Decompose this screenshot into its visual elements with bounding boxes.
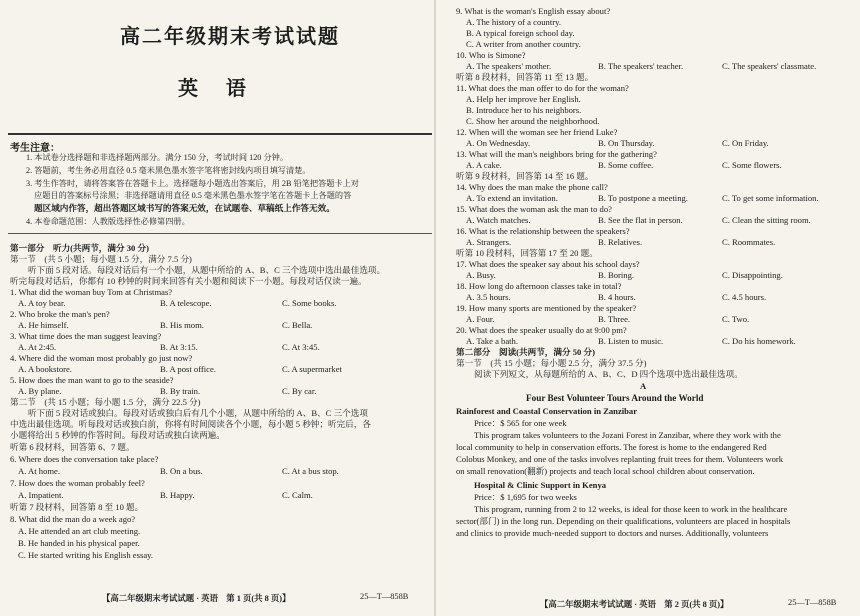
question-stem: 7. How does the woman probably feel? — [10, 478, 145, 488]
option-c: C. Two. — [722, 314, 750, 324]
tour-price: Price：$ 565 for one week — [474, 418, 567, 428]
material-note: 听第 7 段材料，回答第 8 至 10 题。 — [10, 502, 144, 512]
option-b: B. He handed in his physical paper. — [18, 538, 140, 548]
question-stem: 3. What time does the man suggest leaving? — [10, 331, 162, 341]
option-a: A. Impatient. — [18, 490, 64, 500]
exam-title: 高二年级期末考试试题 — [120, 24, 340, 48]
option-b: B. By train. — [160, 386, 201, 396]
question-stem: 14. Why does the man make the phone call? — [456, 182, 608, 192]
part2-instructions: 阅读下列短文，从每题所给的 A、B、C、D 四个选项中选出最佳选项。 — [474, 369, 743, 379]
question-stem: 18. How long do afternoon classes take in total? — [456, 281, 622, 291]
page-footer: 【高二年级期末考试试题 · 英语 第 2 页(共 8 页)】 — [540, 600, 729, 609]
material-note: 听第 6 段材料，回答第 6、7 题。 — [10, 442, 135, 452]
option-a: A. To extend an invitation. — [466, 193, 558, 203]
option-b: B. On a bus. — [160, 466, 203, 476]
option-c: C. Roommates. — [722, 237, 776, 247]
tour-body-line: on small renovation(翻新) projects and teach local school children about conservation. — [456, 466, 755, 476]
page-2 — [436, 0, 860, 616]
option-b: B. A typical foreign school day. — [466, 28, 575, 38]
option-c: C. Disappointing. — [722, 270, 783, 280]
question-stem: 13. What will the man's neighbors bring for the gathering? — [456, 149, 657, 159]
question-stem: 15. What does the woman ask the man to do? — [456, 204, 612, 214]
option-a: A. Strangers. — [466, 237, 512, 247]
option-c: C. To get some information. — [722, 193, 819, 203]
option-c: C. He started writing his English essay. — [18, 550, 154, 560]
question-stem: 19. How many sports are mentioned by the speaker? — [456, 303, 637, 313]
option-c: C. Some flowers. — [722, 160, 782, 170]
option-c: C. On Friday. — [722, 138, 769, 148]
question-stem: 4. Where did the woman most probably go just now? — [10, 353, 193, 363]
option-a: A. A toy bear. — [18, 298, 66, 308]
option-a: A. On Wednesday. — [466, 138, 530, 148]
option-b: B. A telescope. — [160, 298, 212, 308]
option-c: C. A writer from another country. — [466, 39, 581, 49]
question-stem: 2. Who broke the man's pen? — [10, 309, 110, 319]
part2-section1-title: 第一节 (共 15 小题；每小题 2.5 分，满分 37.5 分) — [456, 358, 647, 368]
option-b: B. Relatives. — [598, 237, 643, 247]
tour-body-line: This program, running from 2 to 12 weeks, is ideal for those keen to work in the healthcare — [474, 504, 788, 514]
section2-instructions: 听下面 5 段对话或独白。每段对话或独白后有几个小题，从题中所给的 A、B、C 三个选项 — [28, 408, 368, 418]
subject-title: 英 语 — [178, 76, 246, 100]
option-c: C. Bella. — [282, 320, 313, 330]
option-a: A. By plane. — [18, 386, 62, 396]
paper-code: 25—T—858B — [360, 592, 409, 601]
option-b: B. On Thursday. — [598, 138, 655, 148]
option-a: A. He attended an art club meeting. — [18, 526, 141, 536]
tour-price: Price：$ 1,695 for two weeks — [474, 492, 577, 502]
notice-item: 3. 考生作答时，请将答案答在答题卡上。选择题每小题选出答案后，用 2B 铅笔把答题卡上对 — [26, 179, 359, 188]
option-b: B. Boring. — [598, 270, 635, 280]
page-footer: 【高二年级期末考试试题 · 英语 第 1 页(共 8 页)】 — [102, 594, 291, 603]
option-a: A. A cake. — [466, 160, 502, 170]
passage-letter: A — [640, 381, 647, 391]
option-a: A. The history of a country. — [466, 17, 561, 27]
option-b: B. 4 hours. — [598, 292, 636, 302]
option-b: B. Listen to music. — [598, 336, 664, 346]
section1-instructions: 听完每段对话后，你都有 10 秒钟的时间来回答有关小题和阅读下一小题。每段对话仅读一遍。 — [10, 276, 367, 286]
section2-instructions: 小题将给出 5 秒钟的作答时间。每段对话或独白读两遍。 — [10, 430, 225, 440]
option-a: A. 3.5 hours. — [466, 292, 511, 302]
option-a: A. At 2:45. — [18, 342, 57, 352]
option-a: A. At home. — [18, 466, 61, 476]
section1-instructions: 听下面 5 段对话。每段对话后有一个小题，从题中所给的 A、B、C 三个选项中选出最佳选项。 — [28, 265, 386, 275]
part2-title: 第二部分 阅读(共两节，满分 50 分) — [456, 347, 595, 357]
paper-code: 25—T—858B — [788, 598, 837, 607]
tour-body-line: and clinics to provide much-needed support to doctors and nurses. Additionally, volunteers — [456, 528, 769, 538]
option-b: B. His mom. — [160, 320, 204, 330]
option-c: C. Do his homework. — [722, 336, 796, 346]
tour-body-line: This program takes volunteers to the Jozani Forest in Zanzibar, where they work with the — [474, 430, 781, 440]
header-rule — [8, 133, 432, 135]
option-a: A. Four. — [466, 314, 495, 324]
option-a: A. He himself. — [18, 320, 69, 330]
section2-title: 第二节 (共 15 小题；每小题 1.5 分，满分 22.5 分) — [10, 397, 201, 407]
notice-heading: 考生注意： — [10, 143, 60, 154]
option-c: C. By car. — [282, 386, 317, 396]
notice-item: 2. 答题前，考生务必用直径 0.5 毫米黑色墨水签字笔将密封线内项目填写清楚。 — [26, 166, 311, 175]
tour-body-line: local community to help in conservation efforts. The forest is home to the endangered Red — [456, 442, 767, 452]
option-b: B. Some coffee. — [598, 160, 654, 170]
notice-item: 应题目的答案标号涂黑；非选择题请用直径 0.5 毫米黑色墨水签字笔在答题卡上各题的答 — [34, 191, 352, 200]
notice-item: 4. 本卷命题范围：人教版选择性必修第四册。 — [26, 217, 190, 226]
notice-item: 题区域内作答，超出答题区域书写的答案无效，在试题卷、草稿纸上作答无效。 — [34, 203, 335, 213]
material-note: 听第 9 段材料，回答第 14 至 16 题。 — [456, 171, 594, 181]
tour-body-line: Colobus Monkey, and one of the tasks involves replanting fruit trees for them. Volunteers work — [456, 454, 784, 464]
option-a: A. The speakers' mother. — [466, 61, 552, 71]
section2-instructions: 中选出最佳选项。听每段对话或独白前，你将有时间阅读各个小题，每小题 5 秒钟；听完后，各 — [10, 419, 371, 429]
question-stem: 11. What does the man offer to do for the woman? — [456, 83, 629, 93]
option-b: B. Introduce her to his neighbors. — [466, 105, 582, 115]
option-b: B. Three. — [598, 314, 631, 324]
option-c: C. Calm. — [282, 490, 313, 500]
question-stem: 6. Where does the conversation take place? — [10, 454, 159, 464]
tour-body-line: sector(部门) in the long run. Depending on their qualifications, volunteers are placed in hospitals — [456, 516, 791, 526]
option-a: A. Busy. — [466, 270, 496, 280]
material-note: 听第 8 段材料，回答第 11 至 13 题。 — [456, 72, 594, 82]
notice-rule — [8, 233, 432, 234]
tour-title: Rainforest and Coastal Conservation in Zanzibar — [456, 406, 638, 416]
question-stem: 12. When will the woman see her friend Luke? — [456, 127, 618, 137]
question-stem: 8. What did the man do a week ago? — [10, 514, 136, 524]
option-c: C. Clean the sitting room. — [722, 215, 811, 225]
question-stem: 9. What is the woman's English essay about? — [456, 6, 611, 16]
question-stem: 17. What does the speaker say about his school days? — [456, 259, 640, 269]
material-note: 听第 10 段材料，回答第 17 至 20 题。 — [456, 248, 598, 258]
option-c: C. A supermarket — [282, 364, 342, 374]
question-stem: 10. Who is Simone? — [456, 50, 526, 60]
option-b: B. To postpone a meeting. — [598, 193, 688, 203]
part1-title: 第一部分 听力(共两节，满分 30 分) — [10, 243, 149, 253]
option-b: B. Happy. — [160, 490, 195, 500]
option-c: C. The speakers' classmate. — [722, 61, 817, 71]
question-stem: 20. What does the speaker usually do at 9:00 pm? — [456, 325, 627, 335]
question-stem: 5. How does the man want to go to the seaside? — [10, 375, 174, 385]
notice-item: 1. 本试卷分选择题和非选择题两部分。满分 150 分，考试时间 120 分钟。 — [26, 153, 289, 162]
option-c: C. 4.5 hours. — [722, 292, 767, 302]
option-a: A. Take a bath. — [466, 336, 518, 346]
option-a: A. A bookstore. — [18, 364, 72, 374]
option-a: A. Help her improve her English. — [466, 94, 581, 104]
option-a: A. Watch matches. — [466, 215, 531, 225]
option-c: C. Show her around the neighborhood. — [466, 116, 600, 126]
question-stem: 16. What is the relationship between the speakers? — [456, 226, 630, 236]
passage-title: Four Best Volunteer Tours Around the World — [526, 393, 704, 403]
section1-title: 第一节 (共 5 小题；每小题 1.5 分，满分 7.5 分) — [10, 254, 192, 264]
tour-title: Hospital & Clinic Support in Kenya — [474, 480, 607, 490]
option-c: C. At 3:45. — [282, 342, 320, 352]
option-c: C. Some books. — [282, 298, 337, 308]
option-c: C. At a bus stop. — [282, 466, 339, 476]
option-b: B. The speakers' teacher. — [598, 61, 684, 71]
option-b: B. At 3:15. — [160, 342, 198, 352]
option-b: B. A post office. — [160, 364, 216, 374]
question-stem: 1. What did the woman buy Tom at Christmas? — [10, 287, 173, 297]
option-b: B. See the flat in person. — [598, 215, 683, 225]
